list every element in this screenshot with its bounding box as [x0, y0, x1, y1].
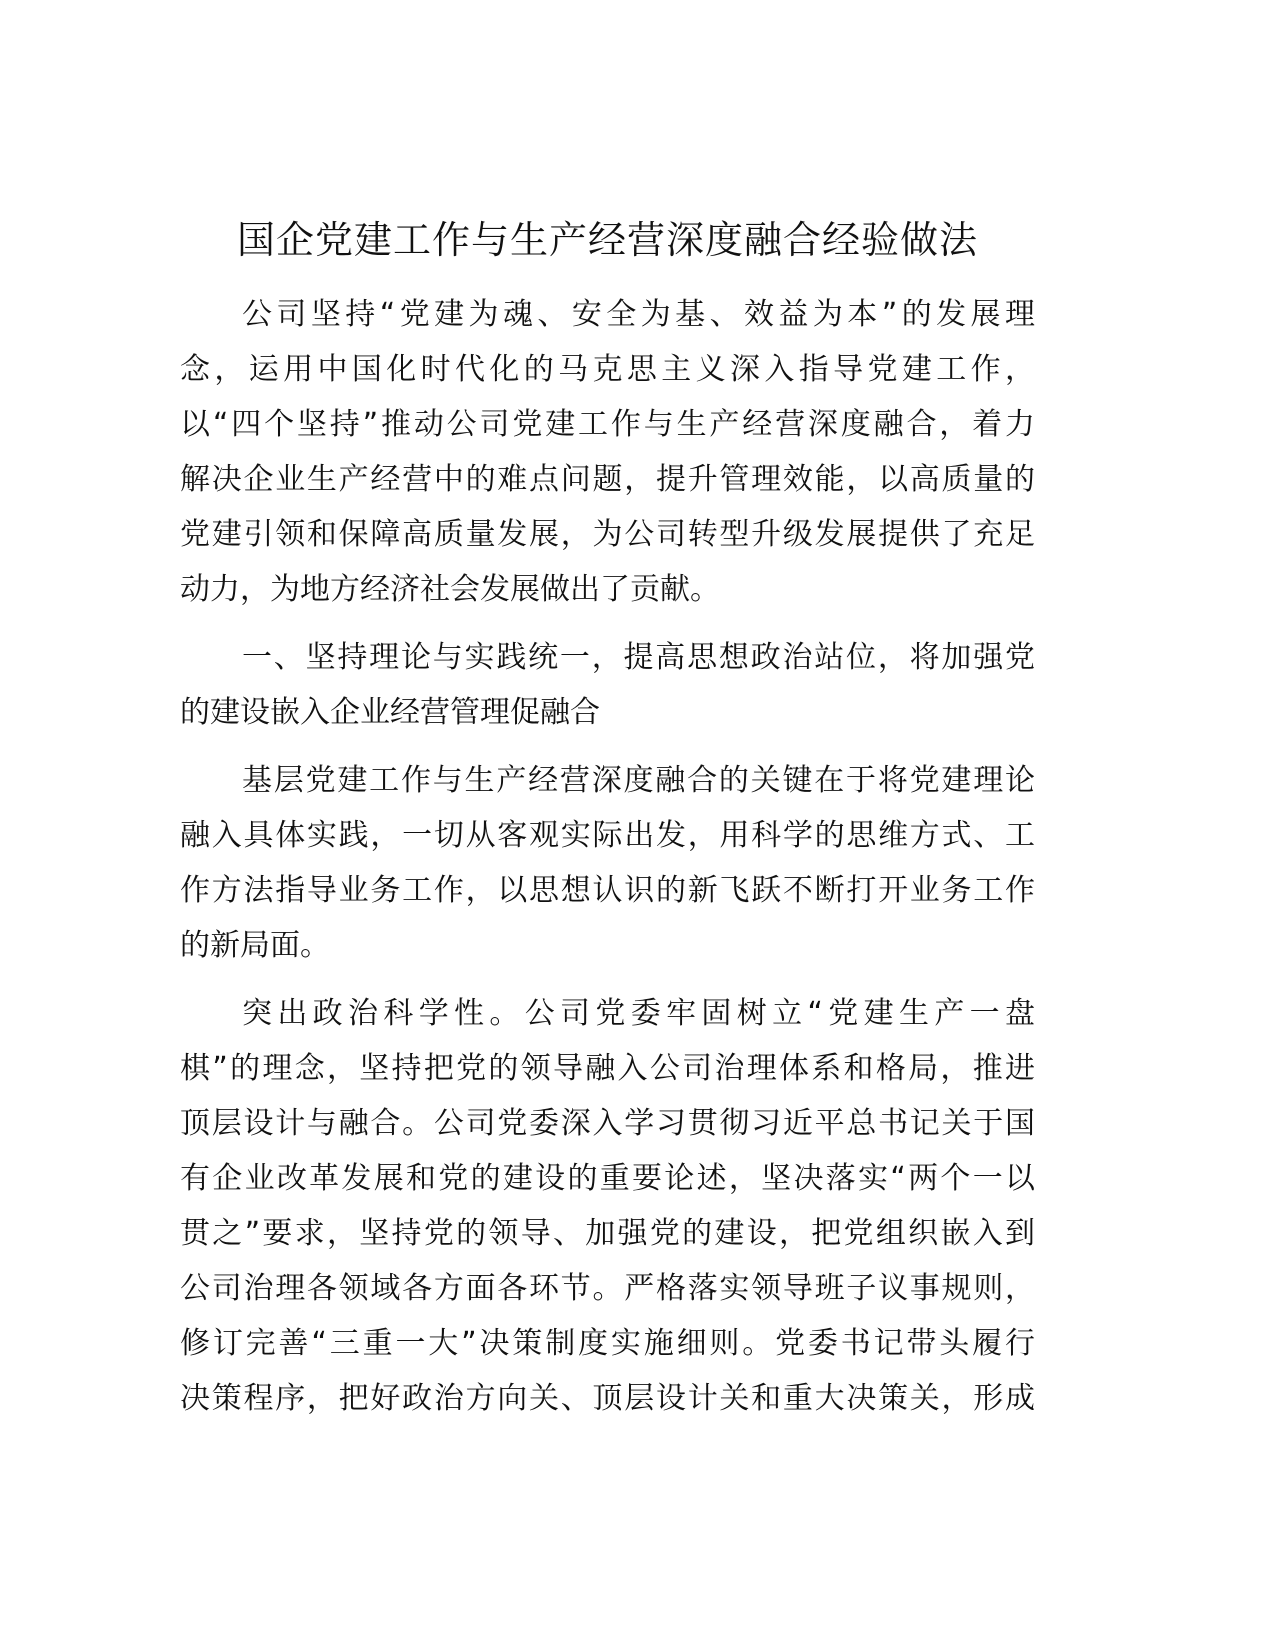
text-line: 作方法指导业务工作，以思想认识的新飞跃不断打开业务工作 [180, 873, 1035, 908]
paragraph [180, 986, 1035, 1426]
document-title: 国企党建工作与生产经营深度融合经验做法 [236, 218, 978, 262]
text-line: 以“四个坚持”推动公司党建工作与生产经营深度融合，着力 [180, 407, 1035, 442]
document-body [180, 287, 1035, 1439]
text-line: 念，运用中国化时代化的马克思主义深入指导党建工作， [180, 352, 1035, 387]
text-line: 的新局面。 [180, 928, 330, 963]
text-line: 棋”的理念，坚持把党的领导融入公司治理体系和格局，推进 [180, 1051, 1035, 1086]
text-line: 决策程序，把好政治方向关、顶层设计关和重大决策关，形成 [180, 1381, 1035, 1416]
paragraph [180, 287, 1035, 617]
text-line: 顶层设计与融合。公司党委深入学习贯彻习近平总书记关于国 [180, 1106, 1035, 1141]
text-line: 公司坚持“党建为魂、安全为基、效益为本”的发展理 [242, 297, 1035, 332]
text-line: 动力，为地方经济社会发展做出了贡献。 [180, 572, 720, 607]
text-line: 修订完善“三重一大”决策制度实施细则。党委书记带头履行 [180, 1326, 1035, 1361]
paragraph [180, 753, 1035, 973]
text-line: 一、坚持理论与实践统一，提高思想政治站位，将加强党 [242, 640, 1035, 675]
text-line: 基层党建工作与生产经营深度融合的关键在于将党建理论 [242, 763, 1035, 798]
text-line: 党建引领和保障高质量发展，为公司转型升级发展提供了充足 [180, 517, 1035, 552]
text-line: 突出政治科学性。公司党委牢固树立“党建生产一盘 [242, 996, 1035, 1031]
section-heading [180, 630, 1035, 740]
text-line: 的建设嵌入企业经营管理促融合 [180, 695, 600, 730]
text-line: 贯之”要求，坚持党的领导、加强党的建设，把党组织嵌入到 [180, 1216, 1035, 1251]
text-line: 解决企业生产经营中的难点问题，提升管理效能，以高质量的 [180, 462, 1035, 497]
text-line: 融入具体实践，一切从客观实际出发，用科学的思维方式、工 [180, 818, 1035, 853]
text-line: 有企业改革发展和党的建设的重要论述，坚决落实“两个一以 [180, 1161, 1035, 1196]
text-line: 公司治理各领域各方面各环节。严格落实领导班子议事规则， [180, 1271, 1035, 1306]
